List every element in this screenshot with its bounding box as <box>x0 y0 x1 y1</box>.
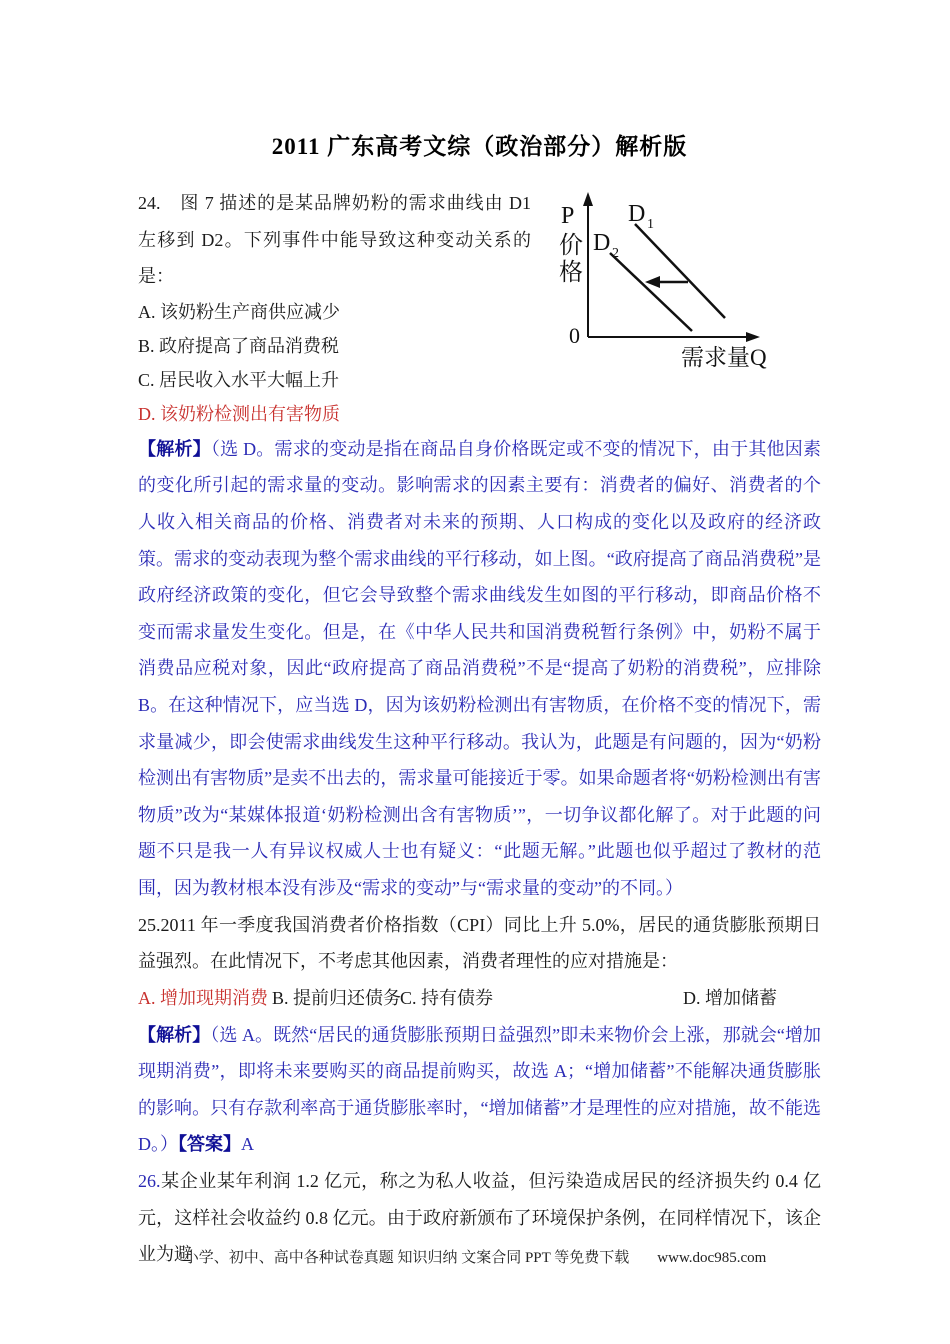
curve1-label: D <box>628 201 646 227</box>
question-25-option-d: D. 增加储蓄 <box>683 987 777 1008</box>
question-25-options-row <box>138 980 821 1017</box>
question-26-stem: 某企业某年利润 1.2 亿元，称之为私人收益，但污染造成居民的经济损失约 0.4 亿元，这样社会收益约 0.8 亿元。由于政府新颁布了环境保护条例，在同样情况下，该企业为避 <box>138 1171 821 1265</box>
demand-curve-figure <box>541 191 821 381</box>
question-24-option-c: C. 居民收入水平大幅上升 <box>138 369 340 390</box>
question-24-option-d-answer: D. 该奶粉检测出有害物质 <box>138 403 340 424</box>
footer-site-link[interactable]: www.doc985.com <box>657 1250 767 1266</box>
question-24-option-b: B. 政府提高了商品消费税 <box>138 335 340 356</box>
question-24-option-a: A. 该奶粉生产商供应减少 <box>138 301 340 322</box>
y-axis-label-char2: 格 <box>559 260 583 286</box>
document-content <box>138 128 821 1273</box>
curve1-subscript: 1 <box>647 217 654 232</box>
answer-label: 【答案】 <box>178 1134 241 1155</box>
y-axis-letter: P <box>561 203 575 229</box>
x-axis-label: 需求量Q <box>681 345 767 370</box>
origin-label: 0 <box>569 323 580 348</box>
question-25-option-a-answer: A. 增加现期消费 <box>138 987 268 1008</box>
curve2-subscript: 2 <box>612 246 619 261</box>
answer-value: A <box>241 1134 254 1155</box>
question-25-option-c: C. 持有债券 <box>400 987 494 1008</box>
y-axis-label-char1: 价 <box>559 233 583 259</box>
demand-curve-d2 <box>610 253 692 331</box>
page-footer <box>0 1246 950 1267</box>
demand-curve-chart <box>541 191 821 381</box>
question-25-block <box>138 907 821 1164</box>
footer-text: 小学、初中、高中各种试卷真题 知识归纳 文案合同 PPT 等免费下载 <box>183 1250 630 1266</box>
analysis-label: 【解析】 <box>138 1024 211 1045</box>
page-title: 2011 广东高考文综（政治部分）解析版 <box>271 134 688 159</box>
demand-curve-d1 <box>635 224 725 318</box>
question-26-number: 26. <box>138 1171 161 1192</box>
left-arrow-icon <box>645 276 660 288</box>
question-25-stem: 25.2011 年一季度我国消费者价格指数（CPI）同比上升 5.0%，居民的通货膨胀预期日益强烈。在此情况下，不考虑其他因素，消费者理性的应对措施是： <box>138 914 821 972</box>
question-24-analysis <box>138 431 821 907</box>
question-24-block <box>138 185 821 907</box>
curve2-label: D <box>593 230 611 256</box>
analysis-text: （选 D。需求的变动是指在商品自身价格既定或不变的情况下，由于其他因素的变化所引起的需求量的变动。影响需求的因素主要有：消费者的偏好、消费者的个人收入相关商品的价格、消费者对未来的预期、人口构成的变化以及政府的经济政策。需求的变动表现为整个需求曲线的平行移动，如上图。“政府提高了商品消费税”是政府经济政策的变化，但它会导致整个需求曲线发生如图的平行移动，即商品价格不变而需求量发生变化。但是，在《中华人民共和国消费税暂行条例》中，奶粉不属于消费品应税对象，因此“政府提高了商品消费税”不是“提高了奶粉的消费税”，应排除 B。在这种情况下，应当选 D，因为该奶粉检测出有害物质，在价格不变的情况下，需求量减少，即会使需求曲线发生这种平行移动。我认为，此题是有问题的，因为“奶粉检测出有害物质”是卖不出去的，需求量可能接近于零。如果命题者将“奶粉检测出有害物质”改为“某媒体报道‘奶粉检测出含有害物质’”，一切争议都化解了。对于此题的问题不只是我一人有异议权威人士也有疑义：“此题无解。”此题也似乎超过了教材的范围，因为教材根本没有涉及“需求的变动”与“需求量的变动”的不同。） <box>138 438 822 898</box>
up-arrow-icon <box>583 192 593 206</box>
question-25-analysis <box>138 1017 821 1163</box>
analysis-label: 【解析】 <box>138 438 211 459</box>
analysis-text: （选 A。既然“居民的通货膨胀预期日益强烈”即未来物价会上涨，那就会“增加现期消费”，即将未来要购买的商品提前购买，故选 A；“增加储蓄”不能解决通货膨胀的影响。只有存款利率高于通货膨胀率时，“增加储蓄”才是理性的应对措施，故不能选 D。） <box>138 1024 822 1155</box>
question-25-option-b: B. 提前归还债务 <box>272 987 402 1008</box>
question-24-stem: 24. 图 7 描述的是某品牌奶粉的需求曲线由 D1 左移到 D2。下列事件中能导致这种变动关系的是： <box>138 193 531 287</box>
right-arrow-icon <box>746 332 760 342</box>
